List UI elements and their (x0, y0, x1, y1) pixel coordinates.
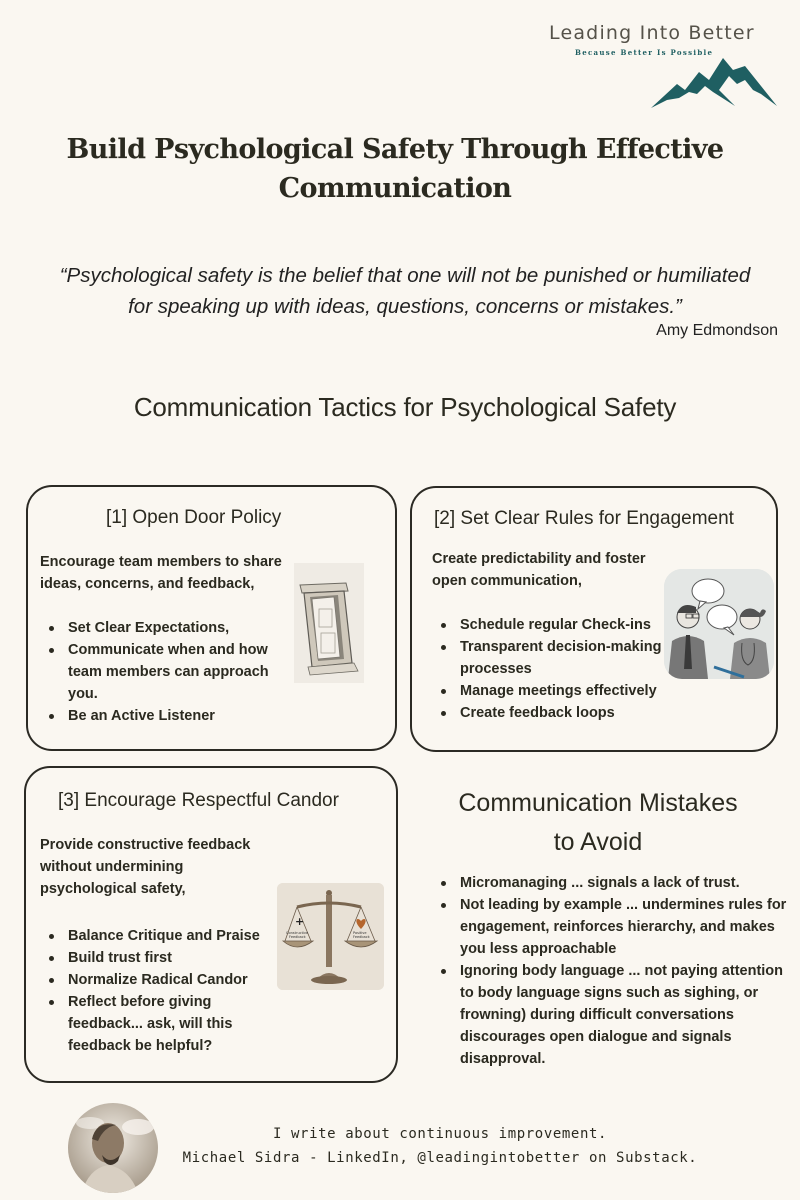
card-bullets (432, 614, 667, 724)
card-encourage-respectful-candor (24, 766, 398, 1083)
card-title: [2] Set Clear Rules for Engagement (434, 508, 734, 529)
list-item: Micromanaging ... signals a lack of trust. (432, 872, 792, 894)
mistakes-heading: Communication Mistakes to Avoid (458, 789, 738, 856)
footer-line-1: I write about continuous improvement. (272, 1126, 608, 1142)
svg-text:Feedback: Feedback (353, 935, 370, 939)
list-item: Be an Active Listener (40, 705, 290, 727)
quote-line-1: “Psychological safety is the belief that one will not be punished or humiliated (59, 264, 751, 287)
footer-text (140, 1122, 740, 1170)
door-icon (294, 563, 364, 683)
quote (20, 260, 790, 322)
card-intro: Create predictability and foster open communication, (432, 551, 646, 589)
list-item: Reflect before giving feedback... ask, will this feedback be helpful? (40, 991, 280, 1057)
card-intro: Provide constructive feedback without undermining psychological safety, (40, 837, 251, 897)
scale-label-left: Constructive (286, 931, 309, 935)
page-title (40, 130, 750, 208)
list-item: Communicate when and how team members can approach you. (40, 639, 290, 705)
card-intro: Encourage team members to share ideas, concerns, and feedback, (40, 554, 282, 592)
list-item: Transparent decision-making processes (432, 636, 667, 680)
card-title: [3] Encourage Respectful Candor (58, 790, 339, 811)
scale-label-right: Positive (353, 931, 367, 935)
list-item: Balance Critique and Praise (40, 925, 280, 947)
open-door-illustration (294, 563, 364, 683)
list-item: Ignoring body language ... not paying attention to body language signs such as sighing, or frowning) during difficult conversations discourages open dialogue and signals disapproval. (432, 960, 792, 1070)
card-open-door-policy (26, 485, 397, 751)
page-title-line-1: Build Psychological Safety Through Effective (66, 134, 724, 165)
quote-author: Amy Edmondson (656, 322, 778, 339)
card-set-clear-rules (410, 486, 778, 752)
logo-title: Leading Into Better (549, 22, 755, 44)
two-people-talking-icon (664, 569, 774, 679)
list-item: Schedule regular Check-ins (432, 614, 667, 636)
svg-text:+: + (295, 915, 305, 928)
list-item: Set Clear Expectations, (40, 617, 290, 639)
mountain-icon (649, 50, 779, 110)
conversation-illustration (664, 569, 774, 679)
card-title: [1] Open Door Policy (106, 507, 282, 528)
balance-scale-illustration (277, 883, 384, 990)
list-item: Normalize Radical Candor (40, 969, 280, 991)
page-title-line-2: Communication (278, 173, 512, 204)
quote-line-2: for speaking up with ideas, questions, concerns or mistakes.” (128, 295, 682, 318)
card-bullets (40, 617, 290, 727)
section-heading: Communication Tactics for Psychological Safety (133, 392, 677, 422)
list-item: Not leading by example ... undermines rules for engagement, reinforces hierarchy, and makes you less approachable (432, 894, 792, 960)
card-bullets (40, 925, 280, 1057)
list-item: Manage meetings effectively (432, 680, 667, 702)
balance-scale-icon (277, 883, 384, 990)
list-item: Build trust first (40, 947, 280, 969)
footer-line-2: Michael Sidra - LinkedIn, @leadingintobetter on Substack. (182, 1150, 698, 1166)
list-item: Create feedback loops (432, 702, 667, 724)
logo-tagline: Because Better Is Possible (575, 48, 714, 57)
mistakes-list (432, 872, 792, 1070)
brand-logo (545, 20, 785, 110)
svg-text:Feedback: Feedback (289, 935, 306, 939)
